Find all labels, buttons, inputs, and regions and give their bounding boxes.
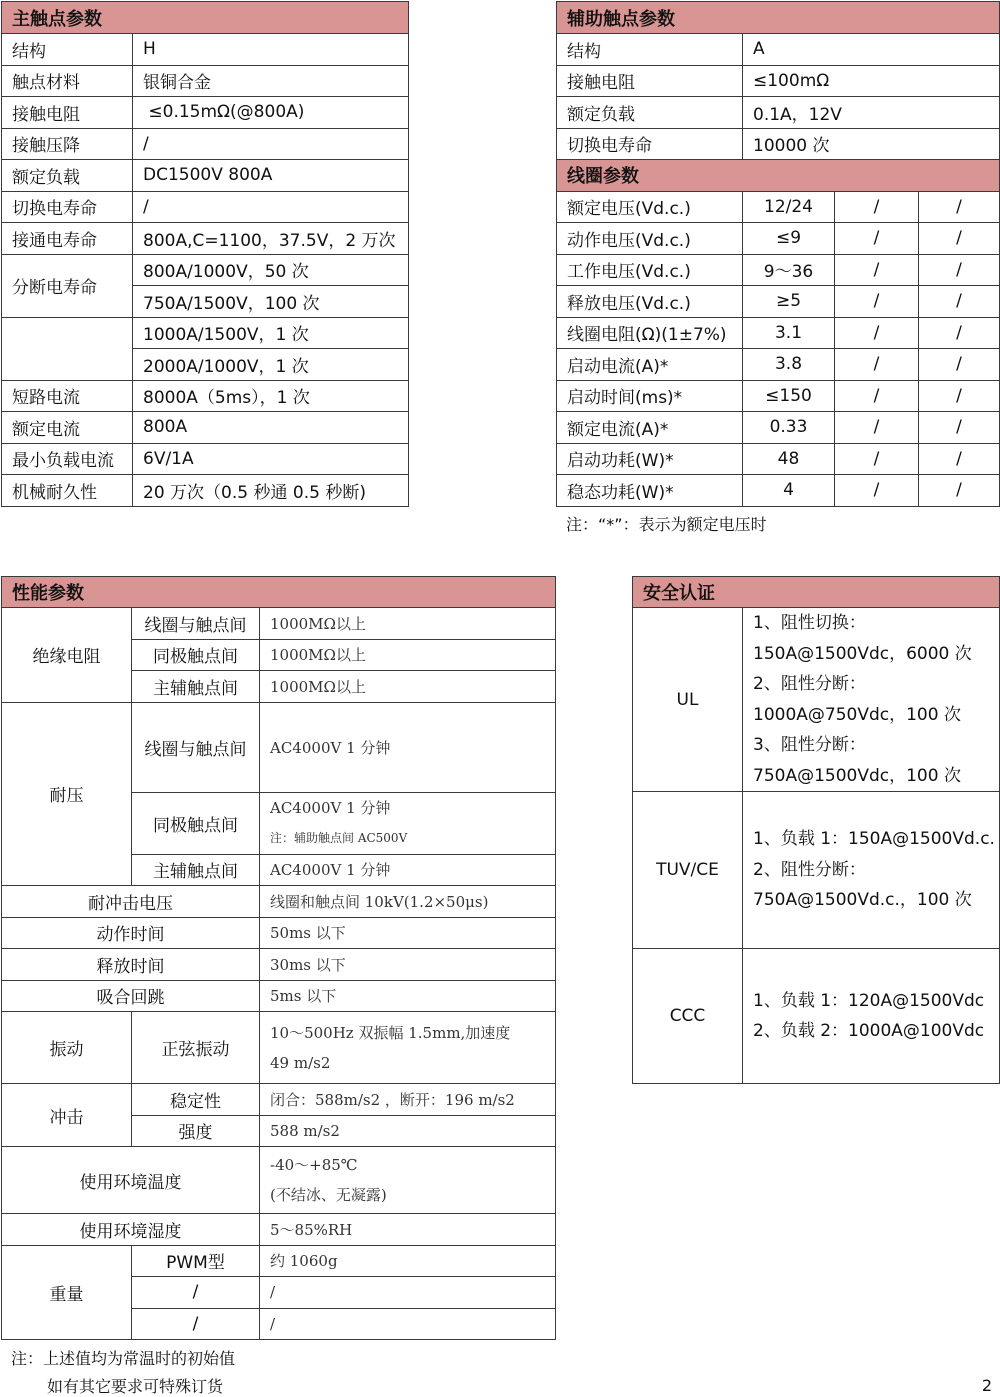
- perf-sub-label: 正弦振动: [132, 1012, 260, 1084]
- perf-sub-label: 线圈与触点间: [132, 608, 260, 640]
- coil-value: /: [835, 475, 919, 507]
- vibration-label: 振动: [2, 1012, 132, 1084]
- cert-line: 1000A@750Vdc，100 次: [753, 704, 961, 725]
- perf-sub-label: 同极触点间: [132, 792, 260, 854]
- perf-value: 1000MΩ以上: [260, 639, 556, 671]
- perf-value-note: 注：辅助触点间 AC500V: [270, 831, 408, 845]
- aux-coil-table: [556, 1, 1000, 507]
- coil-value: /: [835, 443, 919, 475]
- aux-row-value: 0.1A，12V: [743, 97, 1000, 129]
- main-contact-table: [1, 1, 409, 507]
- cert-detail: [743, 949, 1000, 1084]
- main-row-label: 结构: [2, 34, 133, 66]
- perf-sub-label: 同极触点间: [132, 639, 260, 671]
- main-row-label: 额定电流: [2, 412, 133, 444]
- performance-table: [1, 576, 556, 1340]
- cert-line: 750A@1500Vd.c.，100 次: [753, 890, 972, 911]
- main-row-value: 银铜合金: [133, 65, 409, 97]
- main-contact-title: 主触点参数: [2, 2, 409, 34]
- perf-value-line: AC4000V 1 分钟: [270, 799, 391, 817]
- coil-value: /: [835, 380, 919, 412]
- main-row-value: 800A,C=1100，37.5V，2 万次: [133, 223, 409, 255]
- perf-label: 动作时间: [2, 917, 260, 949]
- main-row-label: 最小负载电流: [2, 443, 133, 475]
- aux-row-label: 切换电寿命: [557, 128, 743, 160]
- perf-label: 释放时间: [2, 949, 260, 981]
- coil-row-label: 动作电压(Vd.c.): [557, 223, 743, 255]
- perf-value: 1000MΩ以上: [260, 671, 556, 703]
- perf-value: 约 1060g: [260, 1245, 556, 1277]
- main-row-label: 短路电流: [2, 380, 133, 412]
- shock-label: 冲击: [2, 1084, 132, 1147]
- coil-value: 12/24: [743, 191, 835, 223]
- perf-sub-label: 线圈与触点间: [132, 702, 260, 792]
- coil-value: ≤150: [743, 380, 835, 412]
- coil-value: /: [919, 286, 1000, 318]
- coil-note: 注：“*”：表示为额定电压时: [566, 515, 767, 534]
- perf-label: 吸合回跳: [2, 980, 260, 1012]
- coil-row-label: 启动功耗(W)*: [557, 443, 743, 475]
- performance-note-1: 注：上述值均为常温时的初始值: [11, 1349, 236, 1368]
- perf-value: AC4000V 1 分钟: [260, 702, 556, 792]
- withstand-label: 耐压: [2, 702, 132, 886]
- cert-line: 2、阻性分断：: [753, 674, 866, 694]
- performance-note-2: 如有其它要求可特殊订货: [47, 1377, 224, 1396]
- main-row-value: /: [133, 191, 409, 223]
- main-row-label: 机械耐久性: [2, 475, 133, 507]
- main-row-value: DC1500V 800A: [133, 160, 409, 192]
- cert-line: 2、负载 2：1000A@100Vdc: [753, 1021, 985, 1041]
- aux-row-label: 接触电阻: [557, 65, 743, 97]
- perf-value-multiline: [260, 792, 556, 854]
- coil-row-label: 额定电流(A)*: [557, 412, 743, 444]
- cert-line: 150A@1500Vdc，6000 次: [753, 643, 972, 664]
- main-row-value: /: [133, 128, 409, 160]
- break-life-value: 2000A/1000V，1 次: [133, 349, 409, 381]
- cert-detail: [743, 792, 1000, 949]
- perf-value-line: -40～+85℃: [270, 1156, 358, 1174]
- coil-row-label: 额定电压(Vd.c.): [557, 191, 743, 223]
- perf-sub-label: 强度: [132, 1115, 260, 1147]
- coil-value: /: [835, 191, 919, 223]
- break-life-value: 750A/1500V，100 次: [133, 286, 409, 318]
- coil-row-label: 启动时间(ms)*: [557, 380, 743, 412]
- perf-sub-label: 主辅触点间: [132, 854, 260, 886]
- main-row-value: 800A: [133, 412, 409, 444]
- coil-value: /: [835, 349, 919, 381]
- cert-line: 750A@1500Vdc，100 次: [753, 765, 961, 786]
- coil-row-label: 线圈电阻(Ω)(1±7%): [557, 317, 743, 349]
- perf-sub-label: 稳定性: [132, 1084, 260, 1116]
- coil-title: 线圈参数: [557, 160, 1000, 192]
- perf-value-line: 49 m/s2: [270, 1053, 331, 1072]
- perf-value: 线圈和触点间 10kV(1.2×50μs): [260, 886, 556, 918]
- perf-value: /: [260, 1277, 556, 1309]
- coil-value: /: [919, 254, 1000, 286]
- coil-value: /: [919, 317, 1000, 349]
- coil-row-label: 稳态功耗(W)*: [557, 475, 743, 507]
- aux-row-label: 额定负载: [557, 97, 743, 129]
- cert-line: 2、阻性分断：: [753, 859, 866, 880]
- perf-value: 5～85%RH: [260, 1214, 556, 1246]
- perf-sub-label: PWM型: [132, 1245, 260, 1277]
- main-row-label: 切换电寿命: [2, 191, 133, 223]
- main-row-value: 8000A（5ms），1 次: [133, 380, 409, 412]
- coil-value: /: [835, 254, 919, 286]
- aux-row-value: A: [743, 34, 1000, 66]
- main-row-label: 接通电寿命: [2, 223, 133, 255]
- aux-row-value: 10000 次: [743, 128, 1000, 160]
- perf-value: AC4000V 1 分钟: [260, 854, 556, 886]
- coil-row-label: 工作电压(Vd.c.): [557, 254, 743, 286]
- main-row-label: 触点材料: [2, 65, 133, 97]
- perf-value: 5ms 以下: [260, 980, 556, 1012]
- coil-value: 48: [743, 443, 835, 475]
- coil-value: /: [835, 223, 919, 255]
- perf-value-multiline: [260, 1147, 556, 1214]
- main-row-value: H: [133, 34, 409, 66]
- coil-value: ≥5: [743, 286, 835, 318]
- coil-value: /: [919, 412, 1000, 444]
- perf-value-multiline: [260, 1012, 556, 1084]
- safety-title: 安全认证: [633, 577, 1000, 608]
- break-life-value: 800A/1000V，50 次: [133, 254, 409, 286]
- main-row-label: 额定负载: [2, 160, 133, 192]
- perf-value: 588 m/s2: [260, 1115, 556, 1147]
- perf-value: 1000MΩ以上: [260, 608, 556, 640]
- cert-name: TUV/CE: [633, 792, 743, 949]
- perf-sub-label: /: [132, 1308, 260, 1340]
- coil-value: 3.8: [743, 349, 835, 381]
- main-row-label: 接触压降: [2, 128, 133, 160]
- coil-value: /: [919, 443, 1000, 475]
- cert-detail: [743, 608, 1000, 792]
- performance-title: 性能参数: [2, 577, 556, 608]
- page-number: 2: [981, 1376, 992, 1395]
- perf-value: 50ms 以下: [260, 917, 556, 949]
- break-life-label: 分断电寿命: [2, 254, 133, 317]
- coil-value: /: [919, 191, 1000, 223]
- perf-sub-label: 主辅触点间: [132, 671, 260, 703]
- perf-value: 30ms 以下: [260, 949, 556, 981]
- perf-sub-label: /: [132, 1277, 260, 1309]
- empty-label-cell: [2, 317, 133, 380]
- coil-value: 0.33: [743, 412, 835, 444]
- main-row-label: 接触电阻: [2, 97, 133, 129]
- perf-value: /: [260, 1308, 556, 1340]
- coil-row-label: 启动电流(A)*: [557, 349, 743, 381]
- cert-name: CCC: [633, 949, 743, 1084]
- perf-label: 耐冲击电压: [2, 886, 260, 918]
- perf-value-line: (不结冰、无凝露): [270, 1186, 387, 1204]
- weight-label: 重量: [2, 1245, 132, 1340]
- coil-value: /: [919, 223, 1000, 255]
- safety-table: [632, 576, 1000, 1084]
- cert-line: 1、负载 1：150A@1500Vd.c.: [753, 829, 995, 850]
- perf-label: 使用环境温度: [2, 1147, 260, 1214]
- coil-value: 3.1: [743, 317, 835, 349]
- main-row-value: 20 万次（0.5 秒通 0.5 秒断): [133, 475, 409, 507]
- coil-row-label: 释放电压(Vd.c.): [557, 286, 743, 318]
- cert-line: 1、负载 1：120A@1500Vdc: [753, 990, 985, 1011]
- break-life-value: 1000A/1500V，1 次: [133, 317, 409, 349]
- coil-value: /: [919, 349, 1000, 381]
- perf-value: 闭合：588m/s2 ，断开：196 m/s2: [260, 1084, 556, 1116]
- perf-label: 使用环境湿度: [2, 1214, 260, 1246]
- aux-row-value: ≤100mΩ: [743, 65, 1000, 97]
- cert-line: 3、阻性分断：: [753, 735, 866, 755]
- coil-value: /: [835, 412, 919, 444]
- coil-value: 4: [743, 475, 835, 507]
- aux-contact-title: 辅助触点参数: [557, 2, 1000, 34]
- insulation-label: 绝缘电阻: [2, 608, 132, 703]
- cert-line: 1、阻性切换：: [753, 613, 866, 633]
- coil-value: 9～36: [743, 254, 835, 286]
- coil-value: /: [835, 317, 919, 349]
- main-row-value: ≤0.15mΩ(@800A): [133, 97, 409, 129]
- coil-value: /: [919, 475, 1000, 507]
- aux-row-label: 结构: [557, 34, 743, 66]
- coil-value: /: [835, 286, 919, 318]
- main-row-value: 6V/1A: [133, 443, 409, 475]
- coil-value: ≤9: [743, 223, 835, 255]
- perf-value-line: 10～500Hz 双振幅 1.5mm,加速度: [270, 1023, 511, 1042]
- coil-value: /: [919, 380, 1000, 412]
- cert-name: UL: [633, 608, 743, 792]
